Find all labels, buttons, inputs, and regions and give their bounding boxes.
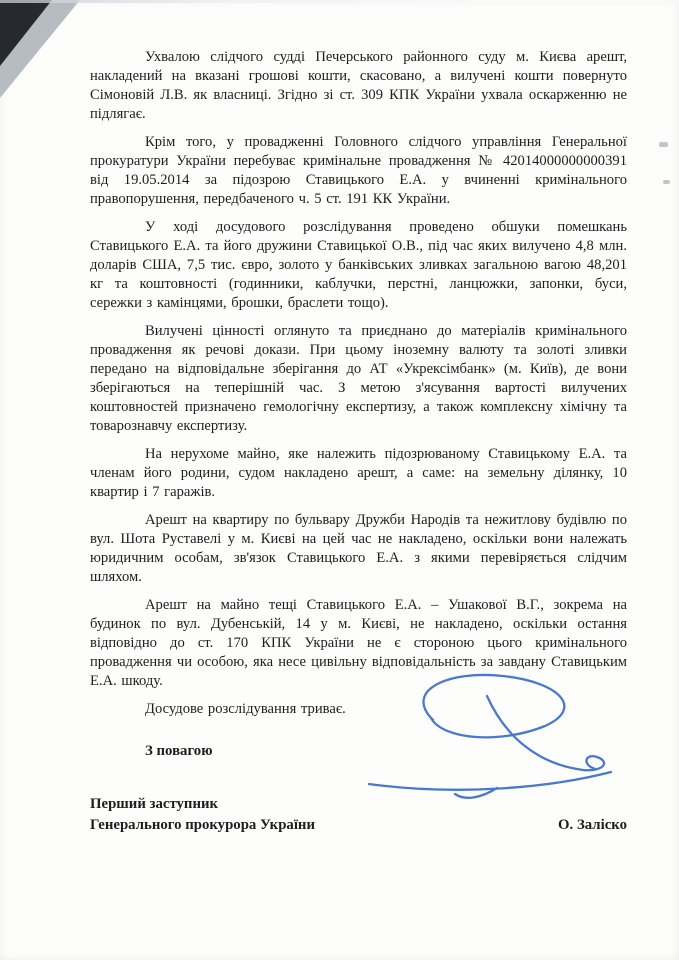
signature-block: [90, 794, 627, 836]
paragraph-court-ruling: Ухвалою слідчого судді Печерського районного суду м. Києва арешт, накладений на вказані грошові кошти, скасовано, а вилучені кошти повернуто Сімоновій Л.В. як власниці. Згідно зі ст. 309 КПК України ухвала оскарженню не підлягає.: [90, 49, 627, 122]
scan-speck: [663, 180, 670, 184]
paragraph-property-arrest: На нерухоме майно, яке належить підозрюваному Ставицькому Е.А. та членам його родини, судом накладено арешт, а саме: на земельну ділянку, 10 квартир і 7 гаражів.: [90, 446, 627, 500]
signer-titles: [90, 794, 315, 836]
paragraph-criminal-proceeding: Крім того, у провадженні Головного слідчого управління Генеральної прокуратури України перебуває кримінальне провадження № 42014000000000391 від 19.05.2014 за підозрою Ставицького Е.А. у вчиненні кримінального правопорушення, передбаченого ч. 5 ст. 191 КК України.: [90, 134, 627, 207]
signer-name: О. Заліско: [558, 817, 627, 833]
closing-salutation: З повагою: [145, 743, 213, 759]
signer-title-line1: Перший заступник: [90, 796, 219, 812]
paragraph-apartment-arrest: Арешт на квартиру по бульвару Дружби Народів та нежитлову будівлю по вул. Шота Руставелі у м. Києві на цей час не накладено, оскільки вони належать юридичним особам, зв'язок Ставицького Е.А. з якими перевіряється слідчим шляхом.: [90, 512, 627, 585]
paragraph-investigation-ongoing: Досудове розслідування триває.: [145, 701, 346, 717]
scan-speck: [659, 142, 668, 147]
signer-title-line2: Генерального прокурора України: [90, 817, 315, 833]
paragraph-searches-seizures: У ході досудового розслідування проведено обшуки помешкань Ставицького Е.А. та його дружини Ставицької О.В., під час яких вилучено 4,8 млн. доларів США, 7,5 тис. євро, золото у банківських зливках загальною вагою 48,201 кг та коштовності (годинники, каблучки, перстні, ланцюжки, запонки, буси, сережки з камінцями, брошки, браслети тощо).: [90, 219, 627, 311]
document-body: [90, 48, 627, 836]
paragraph-valuables-storage: Вилучені цінності оглянуто та приєднано до матеріалів кримінального провадження як речові докази. При цьому іноземну валюту та золоті зливки передано на відповідальне зберігання до АТ «Укрексімбанк» (м. Київ), де вони зберігаються на теперішній час. З метою з'ясування вартості вилучених коштовностей призначено гемологічну експертизу, а також комплексну хімічну та товарознавчу експертизу.: [90, 323, 627, 434]
paragraph-mother-in-law-property: Арешт на майно тещі Ставицького Е.А. – Ушакової В.Г., зокрема на будинок по вул. Дубенській, 14 у м. Києві, не накладено, оскільки остання відповідно до ст. 170 КПК України не є стороною цього кримінального провадження чи особою, яка несе цивільну відповідальність за завдану Ставицьким Е.А. шкоду.: [90, 597, 627, 689]
scan-top-edge-artifact: [0, 0, 679, 3]
